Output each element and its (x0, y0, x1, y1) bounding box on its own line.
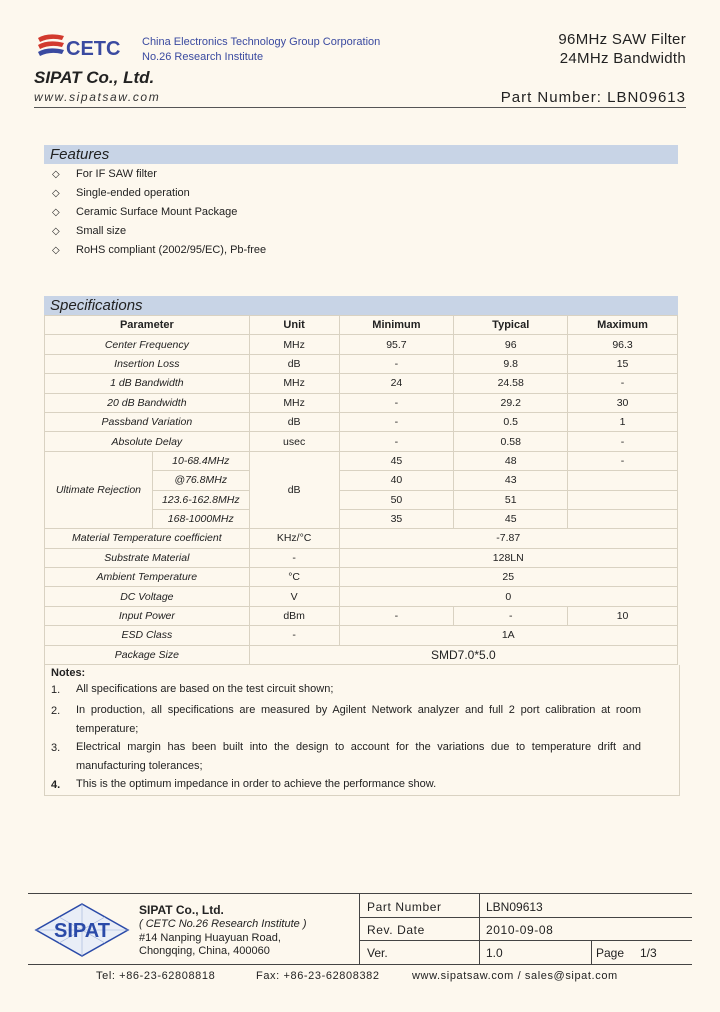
footer-company: SIPAT Co., Ltd. (139, 903, 224, 917)
footer-address1: #14 Nanping Huayuan Road, (139, 932, 281, 944)
specifications-bar (44, 296, 678, 315)
company-name: SIPAT Co., Ltd. (34, 68, 155, 87)
footer-divider (359, 894, 360, 964)
notes-title: Notes: (51, 667, 86, 679)
header-divider (34, 107, 686, 108)
table-row: 20 dB Bandwidth MHz - 29.2 30 (45, 393, 678, 412)
table-row: Passband Variation dB - 0.5 1 (45, 412, 678, 431)
footer-divider (359, 917, 692, 918)
table-row: 123.6-162.8MHz 50 51 (45, 490, 678, 509)
footer-tel: Tel: +86-23-62808818 (96, 970, 216, 982)
product-line1: 96MHz SAW Filter (558, 31, 686, 48)
part-number-value: LBN09613 (486, 900, 543, 914)
table-header-row: Parameter Unit Minimum Typical Maximum (45, 316, 678, 335)
footer-address2: Chongqing, China, 400060 (139, 945, 270, 957)
page-value: 1/3 (640, 946, 657, 960)
table-row: Insertion Loss dB - 9.8 15 (45, 354, 678, 373)
cetc-logo (36, 30, 136, 64)
diamond-bullet-icon: ◇ (52, 245, 60, 256)
footer-fax: Fax: +86-23-62808382 (256, 970, 380, 982)
footer-divider (359, 940, 692, 941)
ultimate-rejection-label: Ultimate Rejection (45, 451, 153, 529)
diamond-bullet-icon: ◇ (52, 188, 60, 199)
website: www.sipatsaw.com (34, 90, 161, 104)
feature-item: ◇ Ceramic Surface Mount Package (52, 206, 238, 218)
footer-divider (479, 894, 480, 964)
spec-table (44, 315, 678, 665)
sipat-logo (34, 902, 130, 958)
specifications-title: Specifications (50, 297, 143, 314)
footer-institute: ( CETC No.26 Research Institute ) (139, 918, 307, 930)
table-row: Center Frequency MHz 95.7 96 96.3 (45, 335, 678, 354)
page-label: Page (596, 946, 625, 960)
features-bar (44, 145, 678, 164)
table-row: Ultimate Rejection 10-68.4MHz dB 45 48 - (45, 451, 678, 470)
notes-box: Notes: 1. All specifications are based on the test circuit shown; 2. In production, all specifications are measured by Agilent Network analyzer and full 2 port calibration at room temperature; 3. Electrical margin has been built into the design to account for the variations due to temperature drift and manufacturing tolerances; 4. This is the optimum impedance in order to achieve the performance show. (44, 665, 680, 796)
diamond-bullet-icon: ◇ (52, 226, 60, 237)
table-row: Material Temperature coefficient KHz/°C -7.87 (45, 529, 678, 548)
footer-divider (591, 940, 592, 964)
features-title: Features (50, 146, 110, 163)
org-line1: China Electronics Technology Group Corporation (142, 36, 381, 48)
footer-box (28, 893, 692, 965)
part-number: Part Number: LBN09613 (500, 89, 686, 106)
rev-date-value: 2010-09-08 (486, 923, 554, 937)
footer-web-email: www.sipatsaw.com / sales@sipat.com (412, 970, 618, 982)
rev-date-label: Rev. Date (367, 923, 425, 937)
feature-item: ◇ For IF SAW filter (52, 168, 157, 180)
table-row: DC Voltage V 0 (45, 587, 678, 606)
version-label: Ver. (367, 946, 388, 960)
org-line2: No.26 Research Institute (142, 51, 264, 63)
feature-item: ◇ RoHS compliant (2002/95/EC), Pb-free (52, 244, 267, 256)
cetc-logo-text: CETC (66, 38, 121, 60)
table-row: ESD Class - 1A (45, 626, 678, 645)
diamond-bullet-icon: ◇ (52, 169, 60, 180)
product-line2: 24MHz Bandwidth (559, 50, 686, 67)
feature-item: ◇ Single-ended operation (52, 187, 190, 199)
version-value: 1.0 (486, 946, 503, 960)
table-row: 168-1000MHz 35 45 (45, 509, 678, 528)
table-row: Package Size SMD7.0*5.0 (45, 645, 678, 664)
diamond-bullet-icon: ◇ (52, 207, 60, 218)
table-row: Input Power dBm - - 10 (45, 606, 678, 625)
table-row: Absolute Delay usec - 0.58 - (45, 432, 678, 451)
table-row: Ambient Temperature °C 25 (45, 568, 678, 587)
part-number-label: Part Number (367, 900, 442, 914)
table-row: 1 dB Bandwidth MHz 24 24.58 - (45, 374, 678, 393)
table-row: Substrate Material - 128LN (45, 548, 678, 567)
sipat-logo-text: SIPAT (54, 920, 110, 942)
table-row: @76.8MHz 40 43 (45, 471, 678, 490)
feature-item: ◇ Small size (52, 225, 127, 237)
